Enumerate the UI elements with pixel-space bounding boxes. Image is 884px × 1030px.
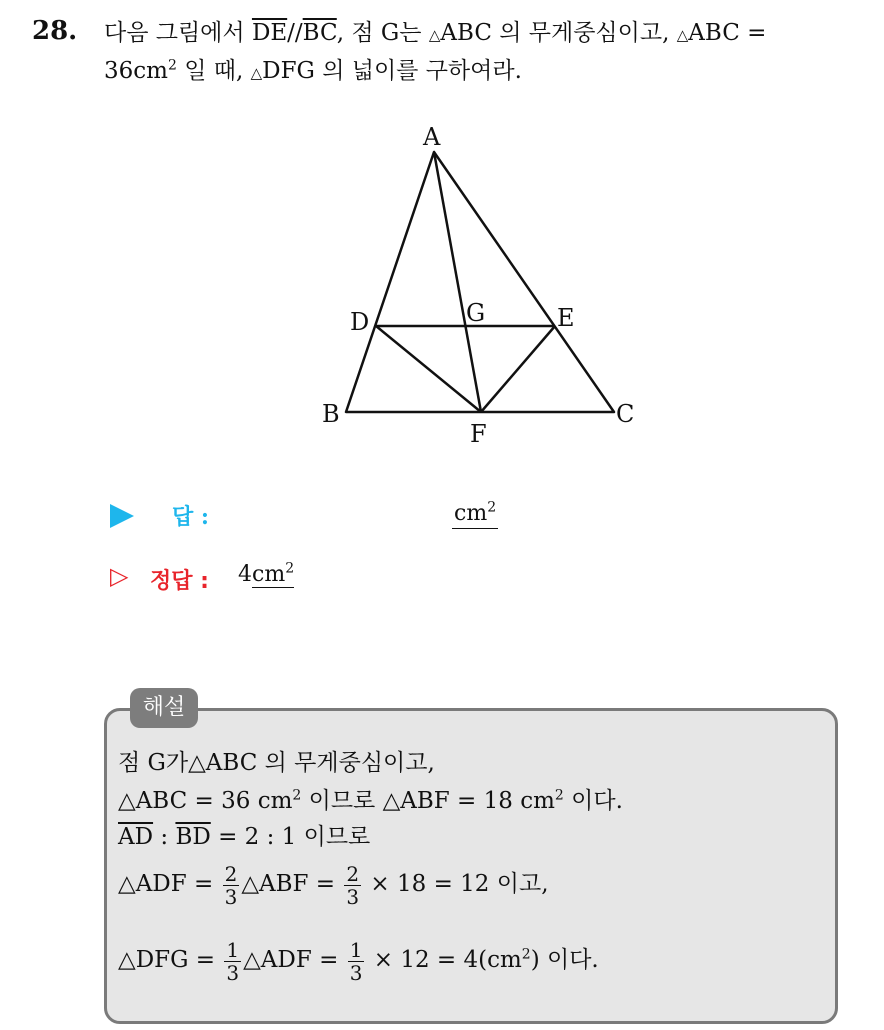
solution-line-3: [118, 822, 370, 852]
label-a: A: [423, 123, 441, 151]
frac-den-4: 3: [349, 960, 363, 985]
sol3-bd: $\overline{BD}$: [175, 824, 211, 850]
label-g: G: [466, 299, 486, 327]
sol2-c: 이다.: [563, 788, 623, 814]
sol4-a: △ADF =: [118, 871, 221, 897]
correct-number: 4: [238, 562, 252, 587]
correct-label: 정답 :: [150, 569, 209, 594]
q2-rest: 의 넓이를 구하여라.: [314, 58, 522, 84]
triangle-symbol-2: △: [676, 26, 689, 44]
solution-line-2: [118, 786, 623, 816]
q1-pre: 다음 그림에서: [104, 20, 252, 46]
correct-arrow-icon: ▷: [110, 562, 129, 590]
sol4-b: △ABF =: [241, 871, 343, 897]
sol5-a: △DFG =: [118, 947, 223, 973]
sol4-c: × 18 = 12 이고,: [363, 871, 549, 897]
solution-tab: 해설: [130, 688, 198, 728]
answer-arrow-icon: [110, 504, 134, 528]
frac-num: 2: [224, 861, 238, 886]
label-f: F: [470, 420, 487, 448]
frac-num-3: 1: [226, 937, 240, 962]
triangle-abc: [346, 152, 614, 412]
label-d: D: [350, 308, 370, 336]
correct-unit-wrap: [252, 562, 294, 588]
segment-de: $\overline{DE}$: [251, 20, 288, 46]
correct-value: [238, 562, 294, 587]
answer-unit-field[interactable]: [452, 500, 498, 529]
frac-den: 3: [224, 884, 238, 909]
answer-unit-exp: 2: [487, 499, 497, 516]
question-number: 28.: [32, 16, 78, 46]
sol3-ad: $\overline{AD}$: [118, 824, 154, 850]
segment-ef: [481, 326, 555, 412]
frac-num-4: 1: [349, 937, 363, 962]
parallel-symbol: //: [287, 20, 303, 46]
label-e: E: [557, 304, 575, 332]
frac-num-2: 2: [346, 861, 360, 886]
q1-post2: 의 무게중심이고,: [491, 20, 677, 46]
correct-unit-exp: 2: [285, 560, 295, 577]
sol2-exp2: 2: [554, 787, 564, 804]
frac-den-2: 3: [346, 884, 360, 909]
fraction-two-thirds-2: [344, 863, 361, 908]
sol3-rest: = 2 : 1 이므로: [210, 824, 371, 850]
solution-line-1: 점 G가△ABC 의 무게중심이고,: [118, 750, 435, 776]
answer-unit: cm: [454, 501, 488, 526]
fraction-two-thirds: [223, 863, 240, 908]
triangle-figure: [0, 0, 884, 470]
triangle-symbol-3: △: [250, 64, 263, 82]
segment-bc: $\overline{BC}$: [302, 20, 337, 46]
q2-tri-name: DFG: [262, 58, 315, 84]
sol2-exp1: 2: [292, 787, 302, 804]
q1-tri-name: ABC: [440, 20, 492, 46]
q2-post: 일 때,: [176, 58, 251, 84]
solution-line-4: [118, 860, 549, 908]
sol3-colon: :: [153, 824, 176, 850]
q2-exp: 2: [167, 57, 177, 74]
sol5-exp: 2: [521, 946, 531, 963]
fraction-one-third-2: [348, 939, 365, 984]
triangle-symbol: △: [428, 26, 441, 44]
answer-label: 답 :: [172, 504, 210, 530]
correct-unit: cm: [252, 562, 286, 587]
sol5-c: × 12 = 4(cm: [366, 947, 522, 973]
median-af: [434, 152, 481, 412]
label-c: C: [616, 400, 635, 428]
sol5-b: △ADF =: [243, 947, 346, 973]
fraction-one-third: [224, 939, 241, 984]
label-b: B: [322, 400, 340, 428]
segment-df: [376, 326, 481, 412]
q2-area: 36cm: [104, 58, 168, 84]
q1-post1: , 점 G는: [336, 20, 429, 46]
frac-den-3: 3: [226, 960, 240, 985]
solution-line-5: [118, 936, 599, 984]
sol5-d: ) 이다.: [530, 947, 599, 973]
q1-tri2-name: ABC =: [688, 20, 767, 46]
sol2-a: △ABC = 36 cm: [118, 788, 293, 814]
sol2-b: 이므로 △ABF = 18 cm: [301, 788, 555, 814]
